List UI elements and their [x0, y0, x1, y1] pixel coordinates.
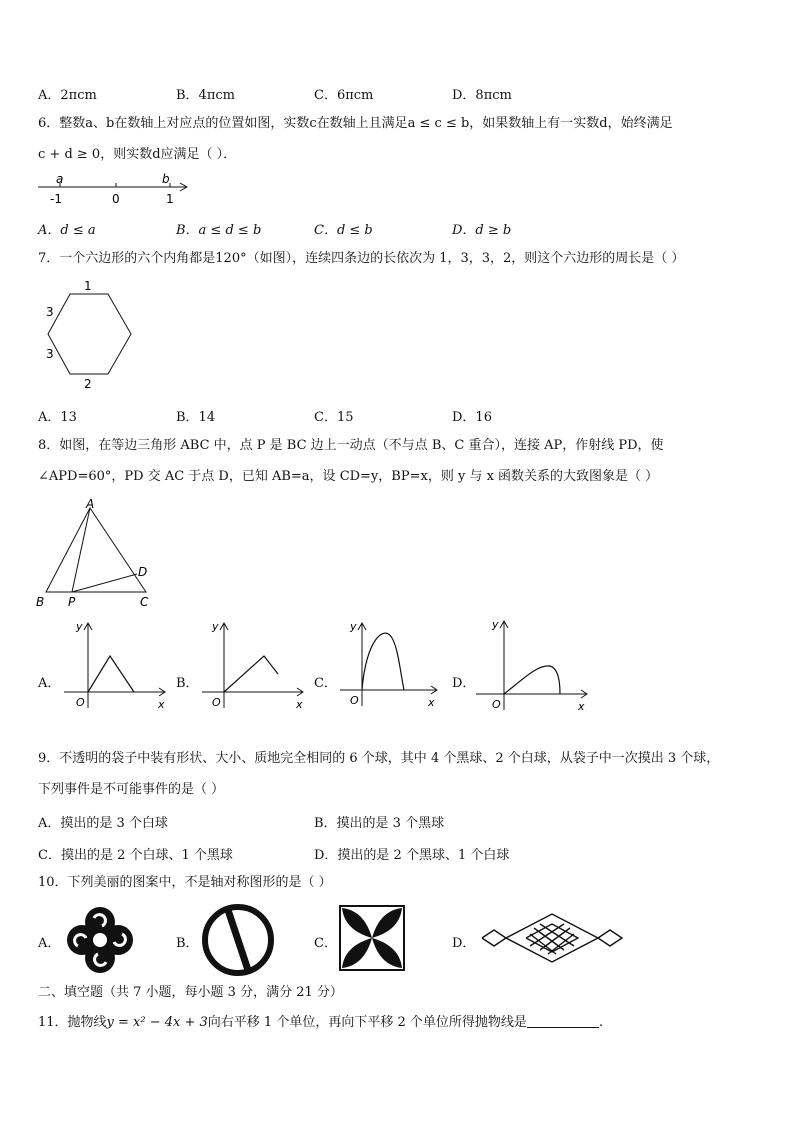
q8-point-a: A: [86, 497, 95, 511]
q8-graph-c-y: y: [350, 620, 357, 633]
q9-option-c: C．摸出的是 2 个白球、1 个黑球: [38, 848, 233, 863]
q11-prefix: 11．抛物线: [38, 1015, 107, 1030]
q7-side-1: 1: [84, 279, 92, 293]
q8-graph-b-y: y: [212, 620, 219, 633]
q6-line2: c + d ≥ 0，则实数d应满足（ ）．: [38, 147, 237, 162]
q10-pattern-c-icon: [338, 904, 406, 972]
q8-graph-d: [474, 618, 592, 712]
q5-option-c: C．6πcm: [314, 88, 374, 103]
q6-number-line: [36, 170, 196, 208]
q8-option-c: C．: [314, 676, 337, 691]
q8-point-p: P: [68, 595, 76, 609]
q8-point-b: B: [36, 595, 45, 609]
q11-line: [38, 1014, 603, 1032]
q7-text: 7．一个六边形的六个内角都是120°（如图），连续四条边的长依次为 1，3，3，2，则这个六边形的周长是（ ）: [38, 251, 685, 266]
q9-option-d: D．摸出的是 2 个黑球、1 个白球: [314, 848, 510, 863]
q7-option-d: D．16: [452, 410, 492, 425]
q8-graph-a-o: O: [76, 696, 85, 709]
q8-line1: 8．如图，在等边三角形 ABC 中，点 P 是 BC 边上一动点（不与点 B、C 重合），连接 AP，作射线 PD，使: [38, 438, 664, 453]
q10-pattern-b-icon: [198, 902, 278, 978]
q8-graph-d-x: x: [578, 700, 585, 712]
q9-option-b: B．摸出的是 3 个黑球: [314, 816, 445, 831]
q8-graph-a: [60, 620, 170, 712]
q10-option-b: B．: [176, 936, 199, 951]
q10-option-a: A．: [38, 936, 61, 951]
q6-option-b: B．a ≤ d ≤ b: [176, 223, 262, 238]
q8-triangle-figure: [34, 496, 164, 614]
q6-tick-0: 0: [112, 192, 120, 206]
q7-option-c: C．15: [314, 410, 354, 425]
q8-point-c: C: [140, 595, 149, 609]
q10-pattern-d-icon: [478, 910, 626, 966]
q8-option-a: A．: [38, 676, 61, 691]
q11-suffix: 向右平移 1 个单位，再向下平移 2 个单位所得抛物线是: [207, 1015, 527, 1030]
q6-tick-1: 1: [166, 192, 174, 206]
q5-option-b: B．4πcm: [176, 88, 235, 103]
q9-line2: 下列事件是不可能事件的是（ ）: [38, 782, 225, 797]
q6-option-d: D．d ≥ b: [452, 223, 512, 238]
q8-graph-b: [198, 620, 308, 712]
q9-option-a: A．摸出的是 3 个白球: [38, 816, 168, 831]
q8-graph-c-o: O: [350, 694, 359, 707]
q8-graph-d-y: y: [492, 618, 499, 631]
q8-graph-d-o: O: [492, 698, 501, 711]
q8-graph-b-o: O: [212, 696, 221, 709]
q7-side-3b: 3: [46, 347, 54, 361]
q8-option-d: D．: [452, 676, 476, 691]
q7-option-a: A．13: [38, 410, 77, 425]
q7-option-b: B．14: [176, 410, 216, 425]
q5-option-a: A．2πcm: [38, 88, 97, 103]
q8-graph-b-x: x: [296, 698, 303, 711]
q7-side-2: 2: [84, 377, 92, 390]
q7-side-3a: 3: [46, 305, 54, 319]
q5-option-d: D．8πcm: [452, 88, 512, 103]
q8-option-b: B．: [176, 676, 199, 691]
q6-option-c: C．d ≤ b: [314, 223, 373, 238]
q6-label-b: b: [162, 172, 170, 186]
q10-pattern-a-icon: [64, 904, 136, 974]
q7-hexagon-figure: [38, 278, 138, 390]
q10-option-c: C．: [314, 936, 337, 951]
q8-graph-a-y: y: [76, 620, 83, 633]
q6-line1: 6．整数a、b在数轴上对应点的位置如图，实数c在数轴上且满足a ≤ c ≤ b，如果数轴上有一实数d，始终满足: [38, 116, 673, 131]
q9-line1: 9．不透明的袋子中装有形状、大小、质地完全相同的 6 个球，其中 4 个黑球、2 个白球，从袋子中一次摸出 3 个球，: [38, 751, 720, 766]
q11-end: .: [598, 1015, 603, 1030]
q8-line2: ∠APD=60°，PD 交 AC 于点 D，已知 AB=a，设 CD=y，BP=x，则 y 与 x 函数关系的大致图象是（ ）: [38, 469, 659, 484]
q8-graph-c-x: x: [428, 696, 435, 709]
q8-graph-a-x: x: [158, 698, 165, 711]
q8-point-d: D: [138, 565, 148, 579]
q11-formula: y = x² − 4x + 3: [106, 1015, 208, 1030]
q6-tick-neg1: -1: [50, 192, 62, 206]
q6-label-a: a: [56, 172, 64, 186]
q6-option-a: A．d ≤ a: [38, 223, 96, 238]
section-2-heading: 二、填空题（共 7 小题，每小题 3 分，满分 21 分）: [38, 985, 343, 1000]
q11-answer-blank[interactable]: [527, 1015, 599, 1028]
q8-graph-c: [338, 620, 442, 712]
q10-text: 10．下列美丽的图案中，不是轴对称图形的是（ ）: [38, 875, 332, 890]
q10-option-d: D．: [452, 936, 476, 951]
